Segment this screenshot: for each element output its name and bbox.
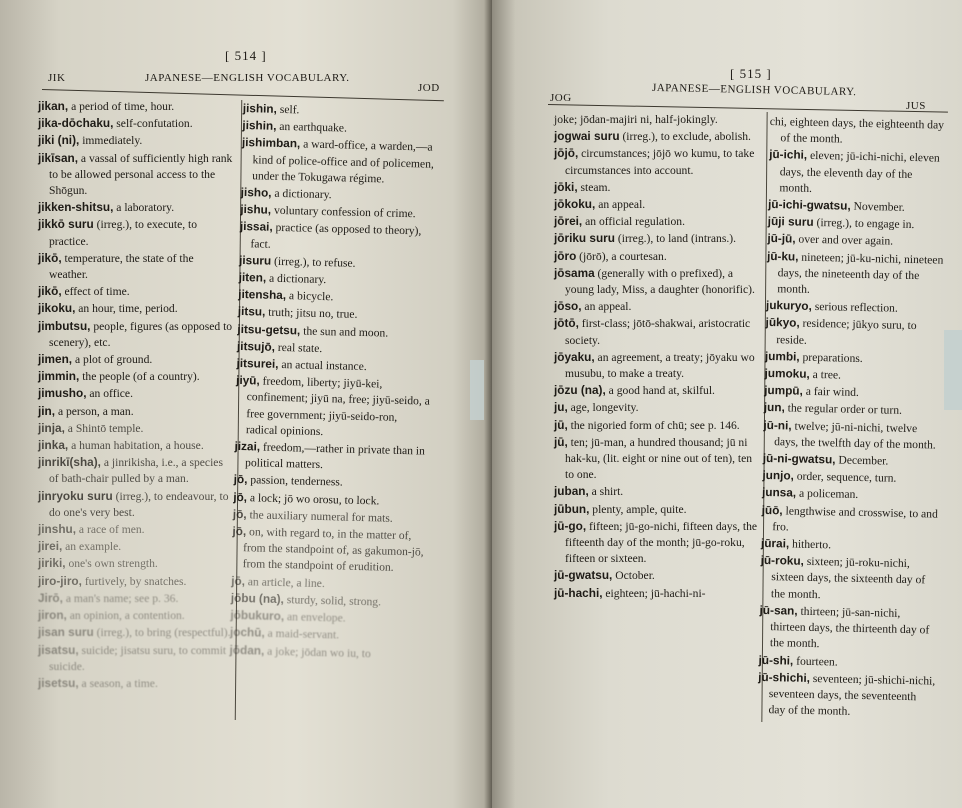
entry-definition: the nigoried form of chū; see p. 146. <box>567 418 740 432</box>
entry-headword: jū-ichi-gwatsu, <box>767 196 851 213</box>
dictionary-entry <box>38 300 234 317</box>
entry-headword: jōki, <box>554 179 578 194</box>
entry-definition: suicide; jisatsu suru, to commit suicide. <box>49 643 227 673</box>
entry-headword: jūrai, <box>760 535 790 551</box>
entry-headword: jōso, <box>554 299 582 314</box>
entry-definition: serious reflection. <box>811 300 898 315</box>
entry-headword: jinshu, <box>38 522 77 537</box>
entry-headword: juban, <box>554 484 589 499</box>
dictionary-entry <box>759 602 938 655</box>
entry-definition: (irreg.), to bring (respectful). <box>93 626 231 640</box>
entry-headword: jōkoku, <box>554 197 596 212</box>
entry-definition: an official regulation. <box>582 215 686 229</box>
entry-headword: jiten, <box>238 269 267 285</box>
entry-definition: a man's name; see p. 36. <box>62 591 179 605</box>
dictionary-entry <box>38 538 234 555</box>
entry-definition: a maid-servant. <box>264 626 340 642</box>
dictionary-entry <box>231 523 427 577</box>
guide-word-left: JIK <box>48 72 66 84</box>
entry-headword: jōtō, <box>554 316 579 331</box>
running-title-right: JAPANESE—ENGLISH VOCABULARY. <box>651 81 857 99</box>
entry-definition: eighteen; jū-hachi-ni- <box>602 586 706 600</box>
dictionary-entry <box>38 385 234 402</box>
dictionary-entry <box>554 501 758 518</box>
entry-headword: jun, <box>763 400 785 415</box>
entry-definition: people, figures (as opposed to scenery), etc. <box>49 319 233 349</box>
entry-definition: October. <box>612 569 655 583</box>
entry-definition: an opinion, a contention. <box>66 609 185 623</box>
entry-definition: (irreg.), to land (intrans.). <box>614 232 737 246</box>
entry-headword: jūkyo, <box>765 315 800 331</box>
dictionary-entry <box>38 454 234 487</box>
entry-definition: an agreement, a treaty; jōyaku wo musubu, to make a treaty. <box>565 350 755 381</box>
entry-definition: thirteen; jū-san-nichi, thirteen days, the thirteenth day of the month. <box>769 604 930 651</box>
entry-definition: a jinrikisha, i.e., a species of bath-chair pulled by a man. <box>49 456 223 486</box>
entry-headword: jumbi, <box>764 348 800 364</box>
guide-word-right: JUS <box>906 100 926 112</box>
entry-definition: a period of time, hour. <box>68 100 175 113</box>
entry-headword: junsa, <box>761 485 797 501</box>
entry-headword: jōrei, <box>554 214 583 229</box>
entry-headword: jisetsu, <box>38 675 79 690</box>
entry-headword: jikoku, <box>38 301 76 316</box>
entry-definition: self. <box>276 102 300 117</box>
entry-headword: jumpū, <box>764 383 804 398</box>
page-number-515: [ 515 ] <box>730 66 772 81</box>
entry-definition: real state. <box>274 340 323 355</box>
dictionary-entry <box>768 146 947 199</box>
entry-definition: seventeen; jū-shichi-nichi, seventeen days, the seventeenth day of the month. <box>768 671 936 718</box>
entry-definition: November. <box>850 199 905 214</box>
entry-headword: jishu, <box>240 202 272 217</box>
right-page <box>492 0 962 808</box>
entry-definition: a dictionary. <box>271 186 332 202</box>
dictionary-entry <box>38 216 234 249</box>
entry-definition: (irreg.), to execute, to practice. <box>49 218 198 248</box>
entry-headword: jinja, <box>38 420 65 435</box>
dictionary-entry <box>554 248 758 265</box>
dictionary-entry <box>229 641 424 663</box>
dictionary-entry <box>38 590 234 607</box>
entry-headword: jōriku suru <box>554 231 615 246</box>
dictionary-entry <box>38 521 234 538</box>
entry-headword: jū-go, <box>554 518 587 533</box>
entry-definition: one's own strength. <box>65 557 158 571</box>
entry-definition: (jōrō), a courtesan. <box>576 249 667 263</box>
entry-headword: jū-ni, <box>763 417 792 433</box>
dictionary-entry <box>554 518 758 568</box>
entry-definition: over and over again. <box>795 232 894 249</box>
dictionary-entry <box>766 248 945 301</box>
entry-headword: jō, <box>232 523 247 539</box>
dictionary-entry <box>38 250 234 283</box>
entry-definition: a human habitation, a house. <box>68 439 204 453</box>
dictionary-entry <box>38 150 234 200</box>
entry-definition: a ward-office, a warden,—a kind of police-office and of policemen, under the Tokugawa régime. <box>251 137 435 186</box>
dictionary-entry <box>38 351 234 368</box>
entry-definition: nineteen; jū-ku-nichi, nineteen days, the nineteenth day of the month. <box>777 250 944 296</box>
dictionary-entry <box>554 230 758 247</box>
dictionary-entry <box>235 372 432 443</box>
entry-definition: preparations. <box>799 350 863 365</box>
entry-definition: on, with regard to, in the matter of, from the standpoint of, as gakumon-jō, from the standpoint of erudition. <box>242 525 424 575</box>
entry-definition: an appeal. <box>581 300 632 314</box>
entry-definition: freedom,—rather in private than in political matters. <box>244 440 426 472</box>
entry-headword: jū-roku, <box>760 553 805 569</box>
entry-definition: the people (of a country). <box>79 370 200 384</box>
entry-definition: truth; jitsu no, true. <box>265 306 358 322</box>
entry-headword: jukuryo, <box>765 298 813 314</box>
right-page-column-2 <box>757 114 948 722</box>
entry-headword: jū, <box>554 417 568 432</box>
entry-headword: jisan suru <box>38 625 94 640</box>
entry-headword: jishimban, <box>241 135 301 151</box>
entry-definition: a fair wind. <box>802 385 860 400</box>
entry-definition: fourteen. <box>793 654 838 669</box>
dictionary-entry <box>760 552 939 605</box>
dictionary-entry <box>38 420 234 437</box>
dictionary-entry <box>763 417 942 454</box>
entry-headword: jū-hachi, <box>554 585 603 600</box>
entry-definition: a laboratory. <box>113 201 175 215</box>
dictionary-entry <box>554 483 758 500</box>
entry-definition: the sun and moon. <box>300 324 389 340</box>
entry-definition: furtively, by snatches. <box>81 574 187 588</box>
entry-definition: twelve; jū-ni-nichi, twelve days, the twelfth day of the month. <box>774 419 936 452</box>
dictionary-entry <box>757 669 936 722</box>
entry-headword: jikkō suru <box>38 217 94 232</box>
dictionary-entry <box>554 265 758 298</box>
entry-headword: jū-shichi, <box>758 669 811 685</box>
entry-headword: jōjō, <box>554 146 579 161</box>
dictionary-entry <box>554 434 758 484</box>
entry-definition: a good hand at, skilful. <box>605 384 715 398</box>
dictionary-entry <box>38 488 234 521</box>
page-edge-tint <box>944 330 962 410</box>
entry-headword: jisatsu, <box>38 642 79 657</box>
entry-headword: Jirō, <box>38 590 63 605</box>
entry-headword: jū-gwatsu, <box>554 568 613 583</box>
dictionary-entry <box>38 199 234 216</box>
dictionary-entry <box>38 607 234 624</box>
entry-definition: a shirt. <box>588 485 624 499</box>
entry-definition: an article, a line. <box>244 574 325 590</box>
dictionary-entry <box>554 196 758 213</box>
entry-definition: joke; jōdan-majiri ni, half-jokingly. <box>554 113 718 126</box>
entry-definition: circumstances; jōjō wo kumu, to take circumstances into account. <box>565 147 755 177</box>
entry-definition: an office. <box>86 387 133 401</box>
entry-definition: practice (as opposed to theory), fact. <box>250 221 422 251</box>
entry-definition: a person, a man. <box>55 404 134 418</box>
entry-definition: a joke; jōdan wo iu, to <box>264 644 372 660</box>
entry-headword: jumoku, <box>764 365 810 381</box>
entry-headword: jishin, <box>242 118 277 134</box>
entry-definition: the auxiliary numeral for mats. <box>246 508 393 525</box>
entry-headword: jitensha, <box>238 287 287 303</box>
dictionary-entry <box>38 132 234 149</box>
entry-headword: jōsama <box>554 265 595 280</box>
entry-definition: freedom, liberty; jiyū-kei, confinement; jiyū na, free; jiyū-seido, a free government; jiyū-seido-ron, radical opinions. <box>245 374 431 438</box>
entry-headword: jōdan, <box>229 642 265 658</box>
entry-definition: a dictionary. <box>266 271 327 287</box>
entry-headword: jikō, <box>38 284 62 299</box>
entry-headword: jishin, <box>242 100 278 116</box>
entry-headword: jūō, <box>761 502 783 518</box>
dictionary-entry <box>761 502 940 539</box>
dictionary-entry <box>38 368 234 385</box>
entry-headword: jinrikī(sha), <box>38 455 101 470</box>
entry-headword: jisho, <box>240 184 272 200</box>
entry-headword: jūji suru <box>767 214 814 230</box>
entry-definition: a tree. <box>809 367 842 382</box>
entry-definition: a vassal of sufficiently high rank to be allowed personal access to the Shōgun. <box>49 151 233 198</box>
right-page-column-1 <box>554 112 758 602</box>
dictionary-entry <box>38 115 234 132</box>
page-edge-tint <box>470 360 484 420</box>
entry-headword: jimbutsu, <box>38 318 91 333</box>
entry-definition: chi, eighteen days, the eighteenth day of the month. <box>769 114 945 146</box>
dictionary-entry <box>38 642 234 675</box>
dictionary-entry <box>554 315 758 348</box>
entry-headword: jinryoku suru <box>38 488 113 503</box>
page-number-514: [ 514 ] <box>225 48 267 63</box>
entry-definition: (irreg.), to exclude, abolish. <box>619 130 751 144</box>
dictionary-entry <box>38 624 234 641</box>
dictionary-entry <box>554 213 758 230</box>
running-title-left: JAPANESE—ENGLISH VOCABULARY. <box>145 72 350 84</box>
entry-headword: jitsu-getsu, <box>237 321 301 338</box>
entry-headword: jōbu (na), <box>230 590 285 607</box>
entry-definition: ten; jū-man, a hundred thousand; jū ni hak-ku, (lit. eight or nine out of ten), ten to one. <box>565 435 753 482</box>
entry-definition: passion, tenderness. <box>247 473 343 490</box>
entry-headword: jitsu, <box>237 304 266 320</box>
dictionary-entry <box>554 349 758 382</box>
guide-word-right: JOD <box>418 82 440 94</box>
dictionary-entry <box>554 585 758 602</box>
entry-headword: jiki (ni), <box>38 133 80 148</box>
entry-definition: age, longevity. <box>567 401 639 415</box>
dictionary-entry <box>38 318 234 351</box>
entry-definition: self-confutation. <box>113 117 193 131</box>
dictionary-entry <box>765 314 944 351</box>
entry-definition: plenty, ample, quite. <box>589 502 687 516</box>
entry-headword: jochū, <box>229 625 265 640</box>
entry-definition: sturdy, solid, strong. <box>283 593 382 609</box>
entry-definition: first-class; jōtō-shakwai, aristocratic society. <box>565 317 751 347</box>
entry-definition: a lock; jō wo orosu, to lock. <box>246 490 380 508</box>
entry-headword: jinka, <box>38 438 69 453</box>
entry-headword: jō, <box>232 506 247 522</box>
entry-definition: voluntary confession of crime. <box>270 203 416 221</box>
entry-definition: (irreg.), to refuse. <box>271 254 356 270</box>
entry-definition: sixteen; jū-roku-nichi, sixteen days, the sixteenth day of the month. <box>770 555 926 601</box>
entry-definition: (generally with o prefixed), a young lady, Miss, a daughter (honorific). <box>565 266 755 297</box>
entry-definition: December. <box>835 453 889 468</box>
entry-headword: jū-ku, <box>766 248 799 264</box>
entry-definition: (irreg.), to engage in. <box>813 216 915 232</box>
entry-headword: jikō, <box>38 250 62 265</box>
entry-headword: jizai, <box>234 438 261 454</box>
entry-headword: jin, <box>38 403 56 418</box>
dictionary-entry <box>38 98 234 115</box>
dictionary-entry <box>234 438 430 476</box>
entry-headword: jō, <box>231 573 246 588</box>
entry-headword: jōzu (na), <box>554 383 606 398</box>
dictionary-entry <box>38 555 234 572</box>
entry-headword: jitsurei, <box>236 355 279 371</box>
entry-headword: jū-shi, <box>758 652 794 668</box>
entry-definition: eleven; jū-ichi-nichi, eleven days, the eleventh day of the month. <box>779 149 940 195</box>
entry-definition: an actual instance. <box>278 357 367 374</box>
entry-definition: a bicycle. <box>285 289 334 304</box>
entry-definition: lengthwise and crosswise, to and fro. <box>772 504 938 534</box>
dictionary-entry <box>554 179 758 196</box>
entry-headword: ju, <box>554 400 568 415</box>
dictionary-entry <box>554 417 758 434</box>
entry-headword: jō, <box>233 489 248 504</box>
entry-headword: jimusho, <box>38 386 87 401</box>
entry-headword: jū, <box>554 434 568 449</box>
entry-headword: jikīsan, <box>38 150 78 165</box>
entry-definition: temperature, the state of the weather. <box>49 251 194 282</box>
entry-headword: jiyū, <box>235 373 260 388</box>
entry-headword: jū-ni-gwatsu, <box>762 450 836 467</box>
entry-headword: jū-san, <box>759 602 798 618</box>
entry-headword: jiron, <box>38 608 67 623</box>
dictionary-entry <box>38 675 234 692</box>
entry-definition: fifteen; jū-go-nichi, fifteen days, the fifteenth day of the month; jū-go-roku, fifteen or sixteen. <box>565 519 758 566</box>
dictionary-entry <box>554 298 758 315</box>
entry-headword: jūbun, <box>554 501 590 516</box>
guide-word-left: JOG <box>550 92 572 104</box>
entry-headword: jitsujō, <box>236 338 276 354</box>
entry-definition: an envelope. <box>283 610 346 625</box>
dictionary-entry <box>554 567 758 584</box>
entry-definition: residence; jūkyo suru, to reside. <box>776 317 917 347</box>
entry-headword: jū-jū, <box>767 231 796 246</box>
entry-definition: a Shintō temple. <box>64 421 144 435</box>
entry-definition: hitherto. <box>789 537 832 552</box>
entry-headword: jissai, <box>239 219 273 235</box>
entry-definition: an appeal. <box>595 198 646 212</box>
entry-headword: jiro-jiro, <box>38 573 82 588</box>
entry-definition: a race of men. <box>76 523 145 537</box>
entry-headword: jōbukuro, <box>230 607 285 624</box>
entry-headword: jimmin, <box>38 369 80 384</box>
entry-headword: jō, <box>233 472 248 487</box>
dictionary-entry <box>38 437 234 454</box>
entry-headword: jōyaku, <box>554 349 595 364</box>
entry-headword: jika-dōchaku, <box>38 116 114 131</box>
entry-definition: order, sequence, turn. <box>793 469 897 485</box>
entry-definition: a season, a time. <box>78 676 158 690</box>
entry-headword: jiriki, <box>38 556 66 571</box>
left-page-column-2 <box>229 100 438 663</box>
entry-headword: jirei, <box>38 539 63 554</box>
dictionary-entry <box>241 134 437 188</box>
entry-headword: jū-ichi, <box>769 147 808 163</box>
entry-definition: an hour, time, period. <box>75 302 178 316</box>
dictionary-entry <box>554 382 758 399</box>
entry-definition: immediately. <box>79 134 143 148</box>
left-page-column-1 <box>38 98 234 692</box>
entry-headword: jikken-shitsu, <box>38 200 114 215</box>
entry-definition: the regular order or turn. <box>784 401 903 418</box>
entry-definition: an earthquake. <box>276 120 348 135</box>
dictionary-entry <box>554 128 758 145</box>
entry-definition: a plot of ground. <box>72 353 153 367</box>
dictionary-entry <box>38 283 234 300</box>
dictionary-entry <box>769 114 948 150</box>
entry-headword: jogwai suru <box>554 129 620 144</box>
entry-headword: jōro <box>554 248 577 263</box>
dictionary-entry <box>554 112 758 128</box>
entry-headword: jimen, <box>38 352 73 367</box>
entry-definition: effect of time. <box>61 285 130 299</box>
entry-definition: steam. <box>577 180 611 194</box>
dictionary-entry <box>38 403 234 420</box>
dictionary-entry <box>38 573 234 590</box>
entry-headword: jikan, <box>38 99 69 113</box>
entry-headword: jisuru <box>238 252 272 268</box>
entry-headword: junjo, <box>762 468 795 483</box>
entry-definition: (irreg.), to endeavour, to do one's very best. <box>49 489 229 519</box>
dictionary-entry <box>239 218 435 256</box>
entry-definition: a policeman. <box>796 487 859 502</box>
dictionary-entry <box>554 145 758 178</box>
dictionary-entry <box>554 399 758 416</box>
entry-definition: an example. <box>62 540 122 554</box>
